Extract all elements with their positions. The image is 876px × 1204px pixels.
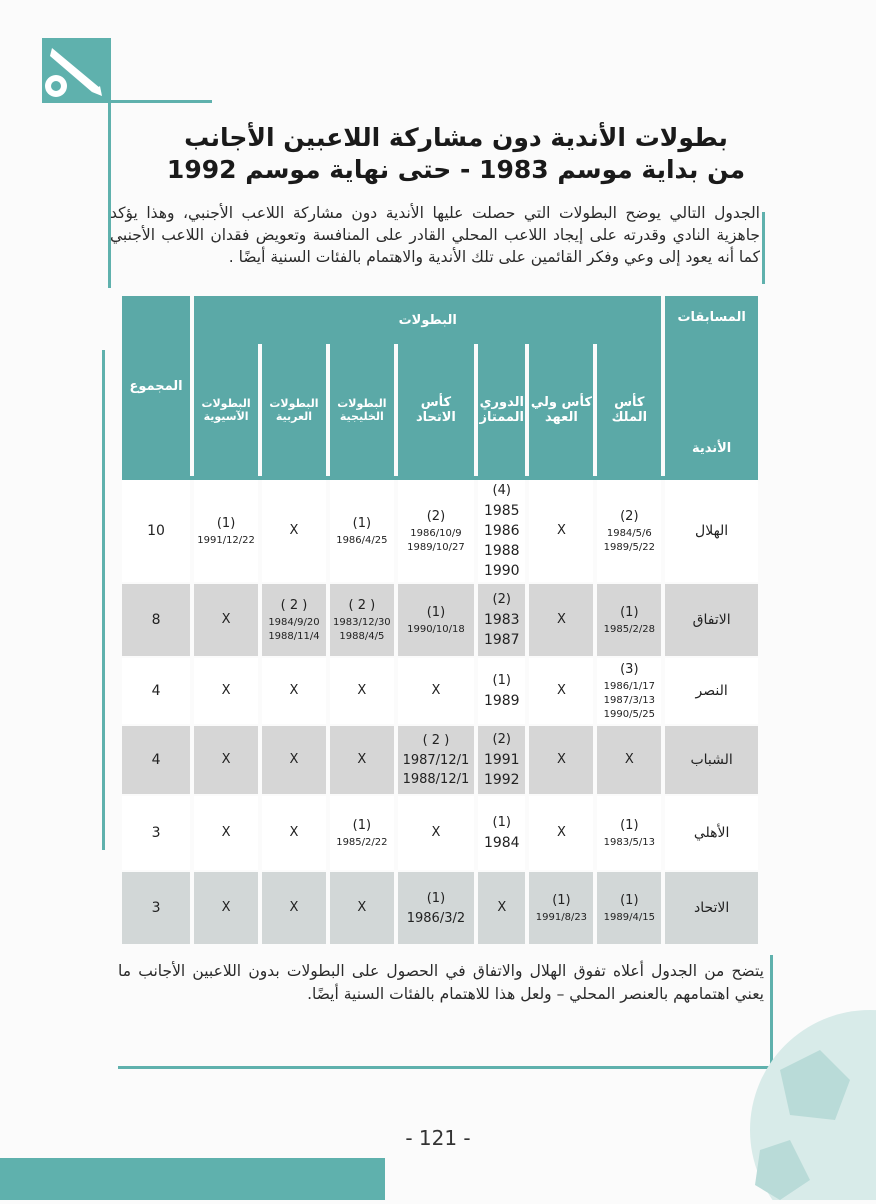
title-count: X [289, 752, 299, 767]
total-cell: 10 [122, 480, 190, 582]
championship-cell [398, 480, 474, 582]
club-name: الاتحاد [665, 872, 758, 944]
title-date: 1988/11/4 [268, 631, 320, 642]
championship-cell [330, 726, 394, 794]
header-competitions: المسابقات [677, 310, 746, 325]
title-count: (2) [426, 509, 446, 524]
championship-cell [529, 872, 593, 944]
championship-cell [330, 658, 394, 724]
table-accent-bar [102, 350, 105, 850]
championship-cell [597, 872, 661, 944]
table-row [122, 726, 758, 794]
corner-header-cell [665, 296, 758, 476]
championships-table [118, 296, 762, 944]
title-count: (2) [492, 732, 511, 747]
championship-cell [330, 796, 394, 870]
championship-cell [529, 658, 593, 724]
title-date: 1985 [483, 503, 520, 519]
championship-cell [262, 796, 326, 870]
title-date: 1985/2/22 [336, 837, 388, 848]
title-count: X [289, 900, 299, 915]
title-count: (1) [352, 516, 372, 531]
title-count: (3) [620, 662, 639, 677]
title-date: 1986/1/17 [603, 681, 655, 692]
championship-cell [194, 872, 258, 944]
championship-cell [194, 726, 258, 794]
title-date: 1985/2/28 [603, 624, 655, 635]
title-date: 1989/5/22 [603, 542, 655, 553]
intro-paragraph: الجدول التالي يوضح البطولات التي حصلت عليها الأندية دون مشاركة اللاعب الأجنبي، وهذا يؤكد جاهزية النادي وقدرته على إيجاد اللاعب المحلي القادر على المنافسة وتعويض فقدان اللاعب الأجنبي كما أنه يعود إلى وعي وفكر القائمين على تلك الأندية والاهتمام بالفئات السنية أيضًا . [110, 204, 760, 266]
title-count: (1) [426, 605, 446, 620]
header-total: المجموع [122, 296, 190, 476]
title-count: (1) [552, 893, 571, 908]
championship-cell [478, 584, 525, 656]
championship-cell [330, 872, 394, 944]
title-count: (1) [492, 673, 511, 688]
table-row [122, 584, 758, 656]
title-count: (1) [620, 818, 639, 833]
title-date: 1986 [483, 523, 520, 539]
title-count: ( 2 ) [280, 598, 308, 613]
title-date: 1991/12/22 [197, 535, 255, 546]
championship-cell [330, 480, 394, 582]
title-count: X [556, 612, 566, 627]
table-row [122, 658, 758, 724]
title-count: X [556, 683, 566, 698]
title-count: X [357, 752, 367, 767]
header-championships: البطولات [194, 296, 661, 344]
title-count: X [431, 825, 441, 840]
title-date: 1989 [483, 693, 520, 709]
championship-cell [194, 480, 258, 582]
page-number: - 121 - [405, 1126, 471, 1150]
title-date: 1983 [483, 612, 520, 628]
championship-cell [262, 726, 326, 794]
title-date: 1991 [483, 752, 520, 768]
conclusion-underline [118, 1066, 770, 1069]
championship-cell [262, 872, 326, 944]
title-count: ( 2 ) [348, 598, 376, 613]
bottom-band [0, 1158, 385, 1200]
championship-cell [194, 658, 258, 724]
title-count: X [624, 752, 634, 767]
title-date: 1984/5/6 [606, 528, 652, 539]
title-count: (2) [492, 592, 511, 607]
table-row [122, 872, 758, 944]
title-date: 1991/8/23 [535, 912, 588, 923]
title-date: 1988 [483, 543, 520, 559]
championship-cell [398, 872, 474, 944]
title-count: X [289, 523, 299, 538]
title-date: 1988/4/5 [339, 631, 385, 642]
title-date: 1989/4/15 [603, 912, 655, 923]
title-date: 1992 [483, 772, 520, 788]
championship-cell [529, 726, 593, 794]
title-date: 1988/12/1 [402, 772, 470, 787]
title-date: 1987/3/13 [603, 695, 655, 706]
title-count: X [221, 825, 231, 840]
title-count: (1) [620, 605, 639, 620]
title-count: (1) [492, 815, 511, 830]
conclusion-paragraph: يتضح من الجدول أعلاه تفوق الهلال والاتفاق في الحصول على البطولات بدون اللاعبين الأجانب ما يعني اهتمامهم بالعنصر المحلي – ولعل هذا للاهتمام بالفئات السنية أيضًا. [118, 962, 764, 1003]
championship-cell [597, 584, 661, 656]
club-name: الشباب [665, 726, 758, 794]
championship-cell [597, 480, 661, 582]
soccer-ball-graphic [720, 1010, 876, 1204]
column-header: البطولات الآسيوية [194, 344, 258, 476]
club-name: الاتفاق [665, 584, 758, 656]
total-cell: 3 [122, 796, 190, 870]
title-date: 1986/10/9 [410, 528, 462, 539]
championship-cell [398, 796, 474, 870]
intro-accent-bar [762, 212, 765, 284]
column-header: البطولات الخليجية [330, 344, 394, 476]
championship-cell [597, 658, 661, 724]
championship-cell [478, 796, 525, 870]
championship-cell [194, 584, 258, 656]
title-count: ( 2 ) [422, 733, 450, 748]
title-count: X [556, 523, 566, 538]
title-count: X [497, 900, 507, 915]
title-date: 1984/9/20 [268, 617, 320, 628]
column-header: كأس الملك [597, 344, 661, 476]
title-line-2: من بداية موسم 1983 - حتى نهاية موسم 1992 [166, 155, 746, 184]
title-count: (1) [426, 890, 446, 906]
title-date: 1986/3/2 [406, 910, 466, 926]
title-date: 1990 [483, 563, 520, 579]
title-count: X [221, 612, 231, 627]
title-date: 1986/4/25 [336, 535, 388, 546]
championship-cell [597, 726, 661, 794]
title-count: X [221, 752, 231, 767]
title-count: X [556, 752, 566, 767]
title-date: 1989/10/27 [407, 542, 465, 553]
championship-cell [529, 584, 593, 656]
corner-logo [42, 38, 108, 104]
title-count: X [556, 825, 566, 840]
club-name: الأهلي [665, 796, 758, 870]
championship-cell [529, 480, 593, 582]
table-row [122, 796, 758, 870]
table-row [122, 480, 758, 582]
title-count: (2) [620, 509, 639, 524]
column-header: كأس الاتحاد [398, 344, 474, 476]
title-line-1: بطولات الأندية دون مشاركة اللاعبين الأجانب [184, 123, 728, 152]
total-cell: 8 [122, 584, 190, 656]
title-count: (4) [492, 483, 511, 498]
club-name: النصر [665, 658, 758, 724]
column-header: البطولات العربية [262, 344, 326, 476]
title-date: 1984 [483, 835, 520, 851]
title-count: X [357, 900, 367, 915]
total-cell: 3 [122, 872, 190, 944]
championship-cell [262, 480, 326, 582]
championship-cell [529, 796, 593, 870]
championship-cell [398, 584, 474, 656]
title-count: (1) [620, 893, 639, 908]
title-date: 1990/5/25 [603, 709, 655, 720]
column-header: كأس ولي العهد [529, 344, 593, 476]
corner-line-horizontal [42, 100, 212, 103]
total-cell: 4 [122, 726, 190, 794]
championship-cell [398, 658, 474, 724]
title-date: 1987/12/1 [402, 753, 470, 768]
championship-cell [478, 480, 525, 582]
title-date: 1983/12/30 [333, 617, 391, 628]
title-date: 1990/10/18 [407, 624, 465, 635]
championship-cell [478, 658, 525, 724]
championship-cell [478, 872, 525, 944]
championship-cell [597, 796, 661, 870]
title-count: X [431, 683, 441, 698]
championship-cell [398, 726, 474, 794]
title-count: X [357, 683, 367, 698]
title-count: (1) [216, 516, 236, 531]
title-count: X [221, 683, 231, 698]
title-count: (1) [352, 818, 372, 833]
championship-cell [478, 726, 525, 794]
title-date: 1983/5/13 [603, 837, 655, 848]
championship-cell [194, 796, 258, 870]
column-header: الدوري الممتاز [478, 344, 525, 476]
total-cell: 4 [122, 658, 190, 724]
championship-cell [262, 658, 326, 724]
header-clubs: الأندية [691, 441, 732, 456]
club-name: الهلال [665, 480, 758, 582]
title-count: X [289, 683, 299, 698]
title-count: X [221, 900, 231, 915]
title-date: 1987 [483, 632, 520, 648]
championship-cell [330, 584, 394, 656]
championship-cell [262, 584, 326, 656]
title-count: X [289, 825, 299, 840]
page-title [156, 122, 756, 186]
